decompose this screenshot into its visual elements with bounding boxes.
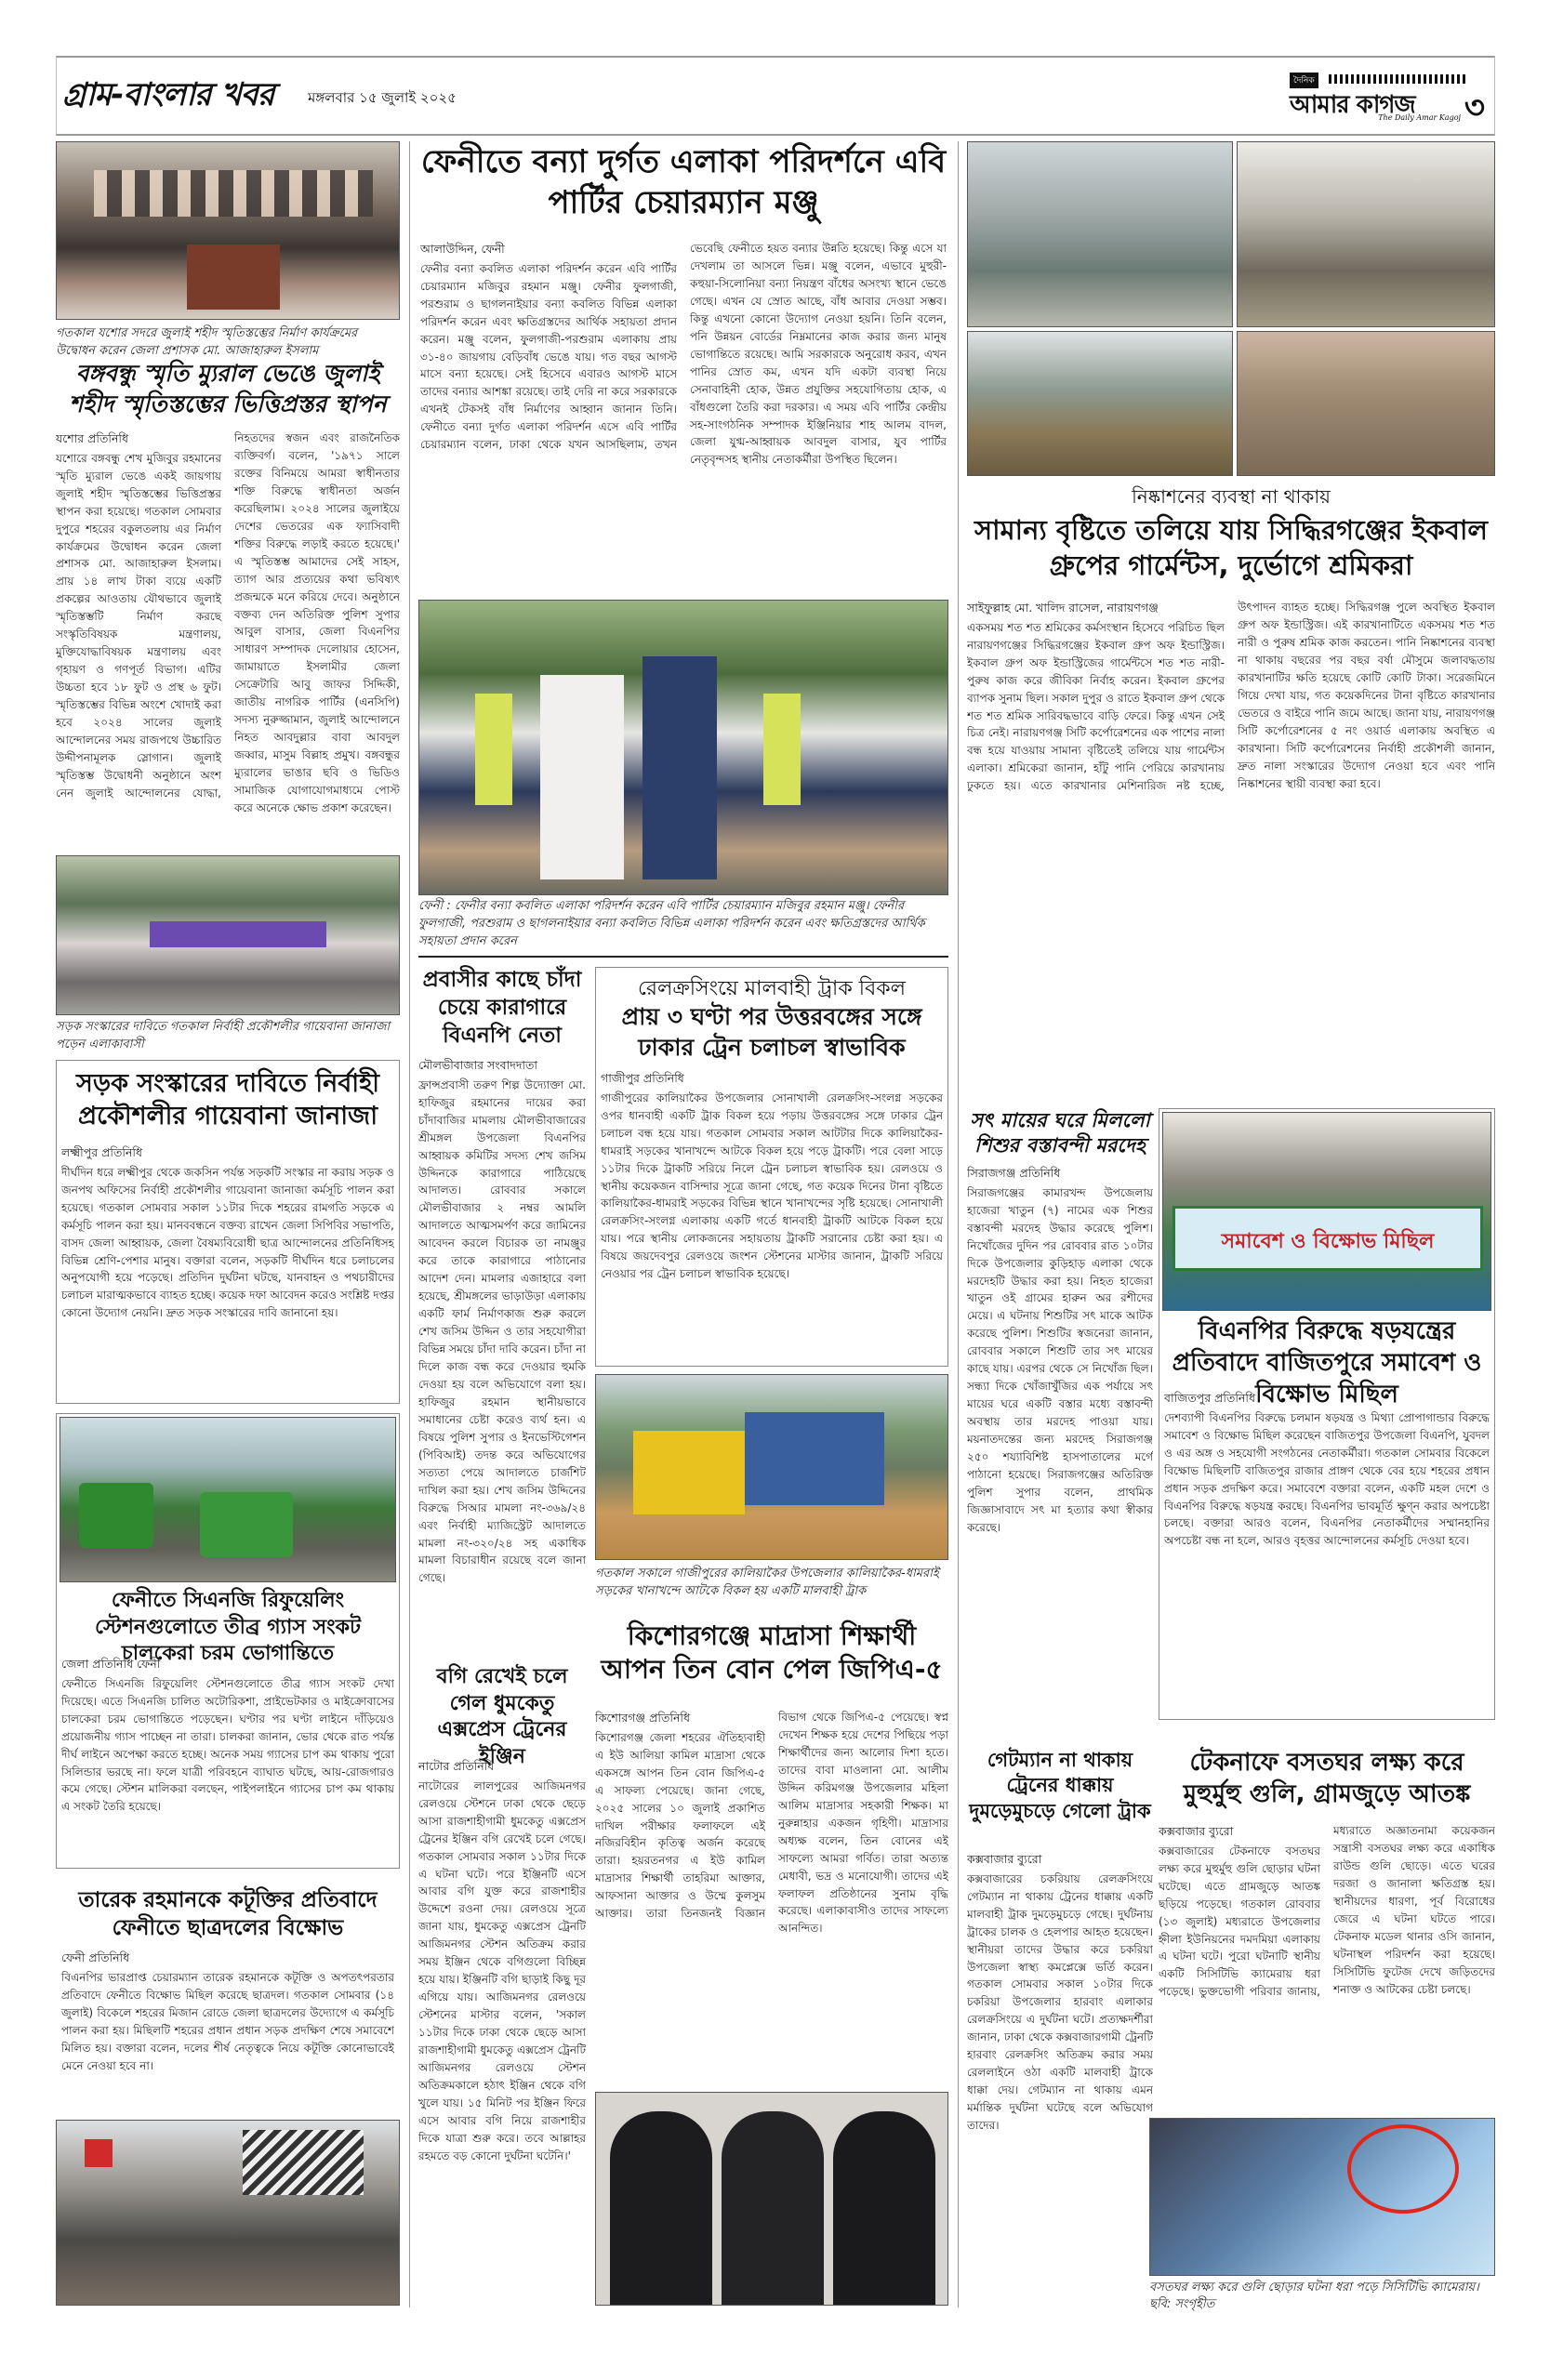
logo-english: The Daily Amar Kagoj: [1378, 113, 1461, 122]
madrasa-headline: কিশোরগঞ্জে মাদ্রাসা শিক্ষার্থী আপন তিন বোন পেল জিপিএ-৫: [601, 1620, 943, 1686]
dhumketu-text: নাটোরের লালপুরের আজিমনগর রেলওয়ে স্টেশনে ঢাকা থেকে ছেড়ে আসা রাজশাহীগামী ধুমকেতু এক্সপ্রেস ট্রেনের ইঞ্জিন বগি রেখেই চলে গেছে। গতকাল সোমবার সকাল ১১টার দিকে এ ঘটনা ঘটে। পরে ইঞ্জিনটি এসে আবার বগি যুক্ত করে রাজশাহীর উদ্দেশে রওনা দেয়। রেলওয়ে সূত্রে জানা যায়, ধুমকেতু এক্সপ্রেস ট্রেনটি আজিমনগর স্টেশন অতিক্রম করার সময় ইঞ্জিন থেকে বগিগুলো বিচ্ছিন্ন হয়ে যায়। ইঞ্জিনটি বগি ছাড়াই কিছু দূর এগিয়ে যায়। আজিমনগর রেলওয়ে স্টেশনের মাস্টার বলেন, 'সকাল ১১টার দিকে ঢাকা থেকে ছেড়ে আসা রাজশাহীগামী ধুমকেতু এক্সপ্রেস ট্রেনটি আজিমনগর রেলওয়ে স্টেশন অতিক্রমকালে হঠাৎ ইঞ্জিন থেকে বগি খুলে যায়। ১৫ মিনিট পর ইঞ্জিন ফিরে এসে আবার বগি নিয়ে রাজশাহীর দিকে যাত্রা শুরু করে। তবে আল্লাহর রহমতে বড় কোনো দুর্ঘটনা ঘটেনি।': [418, 1778, 586, 2162]
gateman-text: কক্সবাজারের চকরিয়ায় রেলক্রসিংয়ে গেটম্যান না থাকায় ট্রেনের ধাক্কায় একটি মালবাহী ট্রাক দুমড়েমুচড়ে গেছে। দুর্ঘটনায় ট্রাকের চালক ও হেলপার আহত হয়েছেন। স্থানীয়রা তাদের উদ্ধার করে চকরিয়া উপজেলা স্বাস্থ্য কমপ্লেক্সে ভর্তি করেন। গতকাল সোমবার সকাল ১০টার দিকে চকরিয়া উপজেলার হারবাং এলাকার রেলক্রসিংয়ে এ দুর্ঘটনা ঘটে। প্রত্যক্ষদর্শীরা জানান, ঢাকা থেকে কক্সবাজারগামী ট্রেনটি হারবাং রেলক্রসিং অতিক্রম করার সময় রেললাইনে ওঠা একটি মালবাহী ট্রাকে ধাক্কা দেয়। গেটম্যান না থাকায় এমন মর্মান্তিক দুর্ঘটনা ঘটেছে বলে অভিযোগ তাদের।: [967, 1871, 1153, 2133]
cng-body: [61, 1655, 394, 1863]
siddhirganj-photo-2: [1237, 141, 1495, 327]
dhumketu-headline: বগি রেখেই চলে গেল ধুমকেতু এক্সপ্রেস ট্রেনের ইঞ্জিন: [436, 1665, 568, 1768]
jessore-photo: [56, 141, 400, 320]
gateman-byline: কক্সবাজার ব্যুরো: [967, 1852, 1042, 1866]
cng-vehicle-shape: [79, 1483, 153, 1548]
madrasa-sisters-photo: [595, 2092, 948, 2306]
issue-date: মঙ্গলবার ১৫ জুলাই ২০২৫: [308, 89, 457, 106]
jessore-caption: গতকাল যশোর সদরে জুলাই শহীদ স্মৃতিস্তম্ভের নির্মাণ কার্যক্রমের উদ্বোধন করেন জেলা প্রশাসক মো. আজাহারুল ইসলাম: [56, 326, 358, 358]
teknaf-body: [1159, 1822, 1495, 2110]
teknaf-byline: কক্সবাজার ব্যুরো: [1159, 1824, 1234, 1838]
jessore-text: যশোরে বঙ্গবন্ধু শেখ মুজিবুর রহমানের স্মৃতি ম্যুরাল ভেঙে একই জায়গায় জুলাই শহীদ স্মৃতিস্তম্ভের ভিত্তিপ্রস্তর স্থাপন করা হয়েছে। গতকাল সোমবার দুপুরে শহরের বকুলতলায় এর নির্মাণ কার্যক্রমের উদ্বোধন করেন জেলা প্রশাসক মো. আজাহারুল ইসলাম। প্রায় ১৪ লাখ টাকা ব্যয়ে একটি প্রকল্পের আওতায় যৌথভাবে জুলাই স্মৃতিস্তম্ভটি নির্মাণ করছে সংস্কৃতিবিষয়ক মন্ত্রণালয়, মুক্তিযোদ্ধাবিষয়ক মন্ত্রণালয় এবং গৃহায়ণ ও গণপূর্ত বিভাগ। এটির উচ্চতা হবে ১৮ ফুট ও প্রস্থ ৬ ফুট। স্মৃতিস্তম্ভের বিভিন্ন অংশে খোদাই করা হবে ২০২৪ সালের জুলাই আন্দোলনের সময় রাজপথে উচ্চারিত উদ্দীপনামূলক স্লোগান। জুলাই স্মৃতিস্তম্ভ উদ্বোধনী অনুষ্ঠানে অংশ নেন জুলাই আন্দোলনের যোদ্ধা, নিহতদের স্বজন এবং রাজনৈতিক ব্যক্তিবর্গ। বলেন, '১৯৭১ সালে রক্তের বিনিময়ে আমরা স্বাধীনতার শক্তি বিরুদ্ধে স্বাধীনতা অর্জন করেছিলাম। ২০২৪ সালের জুলাইয়ে দেশের ভেতরের এক ফ্যাসিবাদী শক্তির বিরুদ্ধে লড়াই করতে হয়েছে।' এ স্মৃতিস্তম্ভ আমাদের সেই সাহস, ত্যাগ আর প্রত্যয়ের কথা ভবিষ্যৎ প্রজন্মকে মনে করিয়ে দেবে। অনুষ্ঠানে বক্তব্য দেন অতিরিক্ত পুলিশ সুপার আবুল বাসার, জেলা বিএনপির সাধারণ সম্পাদক দেলোয়ার হোসেন, জামায়াতে ইসলামীর জেলা সেক্রেটারি আবু জাফর সিদ্দিকী, জাতীয় নাগরিক পার্টির (এনসিপি) সদস্য নুরুজ্জামান, জুলাই আন্দোলনে নিহত আবদুল্লার বাবা আবদুল জব্বার, মাসুম বিল্লাহ প্রমুখ। বঙ্গবন্ধুর ম্যুরালের ভাঙার ছবি ও ভিডিও সামাজিক যোগাযোগমাধ্যমে পোস্ট করে অনেকে ক্ষোভ প্রকাশ করেছেন।: [56, 431, 400, 815]
siddhirganj-photo-3: [967, 331, 1233, 476]
jessore-byline: যশোর প্রতিনিধি: [56, 431, 128, 445]
siddhirganj-body: [967, 599, 1495, 1082]
madrasa-body: [595, 1709, 948, 2081]
madrasa-byline: কিশোরগঞ্জ প্রতিনিধি: [595, 1711, 690, 1725]
section-title: গ্রাম-বাংলার খবর: [62, 76, 274, 113]
rally-banner-text: সমাবেশ ও বিক্ষোভ মিছিল: [1221, 1230, 1435, 1253]
child-body-headline: সৎ মায়ের ঘরে মিললো শিশুর বস্তাবন্দী মরদেহ: [970, 1109, 1150, 1157]
feni-flood-caption: ফেনী : ফেনীর বন্যা কবলিত এলাকা পরিদর্শন করেন এবি পার্টির চেয়ারম্যান মজিবুর রহমান মঞ্জু। ফেনীর ফুলগাজী, পরশুরাম ও ছাগলনাইয়ার বন্যা কবলিত বিভিন্ন এলাকা পরিদর্শন করেন এবং ক্ষতিগ্রস্তদের আর্থিক সহায়তা প্রদান করেন: [418, 899, 925, 948]
page-number: ৩: [1464, 89, 1485, 126]
rail-truck-caption: গতকাল সকালে গাজীপুরের কালিয়াকৈর উপজেলার কালিয়াকৈর-ধামরাই সড়কের খানাখন্দে আটকে বিকল হয় একটি মালবাহী ট্রাক: [595, 1567, 939, 1598]
chhatra-dal-text: বিএনপির ভারপ্রাপ্ত চেয়ারম্যান তারেক রহমানকে কটূক্তি ও অপতৎপরতার প্রতিবাদে ফেনীতে বিক্ষোভ মিছিল করেছে ছাত্রদল। গতকাল সোমবার (১৪ জুলাই) বিকেলে শহরের মিজান রোডে জেলা ছাত্রদলের উদ্যোগে এ কর্মসূচি পালন করা হয়। মিছিলটি শহরের প্রধান প্রধান সড়ক প্রদক্ষিণ শেষে সমাবেশে মিলিত হয়। বক্তারা বলেন, দলের শীর্ষ নেতৃত্বকে নিয়ে কটূক্তি কোনোভাবেই মেনে নেওয়া হবে না।: [61, 1970, 394, 2072]
newspaper-logo: [1290, 73, 1485, 125]
rail-truck-headline: প্রায় ৩ ঘণ্টা পর উত্তরবঙ্গের সঙ্গে ঢাকার ট্রেন চলাচল স্বাভাবিক: [621, 1003, 922, 1061]
madrasa-text: কিশোরগঞ্জ জেলা শহরের ঐতিহ্যবাহী এ ইউ আলিয়া কামিল মাদ্রাসা থেকে একসঙ্গে আপন তিন বোন জিপিএ-৫ এ সাফল্য পেয়েছে। জানা গেছে, ২০২৫ সালের ১০ জুলাই প্রকাশিত দাখিল পরীক্ষার ফলাফলে এই নজিরবিহীন কৃতিত্ব অর্জন করেছে তারা। হয়রতনগর এ ইউ কামিল মাদ্রাসার শিক্ষার্থী তাহরিমা আক্তার, আফসানা আক্তার ও উম্মে কুলসুম আক্তার। তারা তিনজনই বিজ্ঞান বিভাগ থেকে জিপিএ-৫ পেয়েছে। স্বপ্ন দেখেন শিক্ষক হয়ে দেশের পিছিয়ে পড়া শিক্ষার্থীদের জন্য আলোর দিশা হতে। তাদের বাবা মাওলানা মো. আলীম উদ্দিন করিমগঞ্জ উপজেলার মহিলা আলিম মাদ্রাসার সহকারী শিক্ষক। মা নুরুন্নাহার একজন গৃহিণী। মাদ্রাসার অধ্যক্ষ বলেন, তিন বোনের এই সাফল্যে আমরা গর্বিত। তারা অত্যন্ত মেধাবী, ভদ্র ও মনোযোগী। তাদের এই ফলাফল প্রতিষ্ঠানের সুনাম বৃদ্ধি করেছে। এলাকাবাসীও তাদের সাফল্যে আনন্দিত।: [595, 1711, 948, 1936]
rail-truck-body: [601, 1069, 943, 1361]
teknaf-caption: বসতঘর লক্ষ্য করে গুলি ছোড়ার ঘটনা ধরা পড়ে সিসিটিভি ক্যামেরায়।: [1149, 2281, 1479, 2294]
cng-byline: জেলা প্রতিনিধি ফেনী: [61, 1657, 161, 1671]
rail-truck-photo: [595, 1374, 948, 1560]
jessore-body: [56, 430, 400, 848]
feni-flood-body: [420, 240, 947, 593]
road-funeral-body: [61, 1144, 394, 1398]
logo-name: আমার কাগজ: [1290, 91, 1415, 119]
cng-headline: ফেনীতে সিএনজি রিফুয়েলিং স্টেশনগুলোতে তীব্র গ্যাস সংকট চালকেরা চরম ভোগান্তিতে: [94, 1589, 362, 1666]
road-funeral-byline: লক্ষ্মীপুর প্রতিনিধি: [61, 1145, 142, 1159]
cng-text: ফেনীতে সিএনজি রিফুয়েলিং স্টেশনগুলোতে তীব্র গ্যাস সংকট দেখা দিয়েছে। এতে সিএনজি চালিত অটোরিকশা, প্রাইভেটকার ও মাইক্রোবাসের চালকেরা চরম ভোগান্তিতে পড়েছেন। ঘণ্টার পর ঘণ্টা লাইনে দাঁড়িয়েও প্রয়োজনীয় গ্যাস পাচ্ছেন না তারা। চালকরা জানান, ভোর থেকে রাত পর্যন্ত দীর্ঘ লাইনে অপেক্ষা করতে হচ্ছে। অনেক সময় গ্যাসের চাপ কম থাকায় পুরো সিলিন্ডার ভরছে না। ফলে যাত্রী পরিবহনে ব্যাঘাত ঘটছে, আয়-রোজগারও কমে গেছে। স্টেশন মালিকরা বলছেন, পাইপলাইনে গ্যাসের চাপ কম থাকায় এ সংকট তৈরি হয়েছে।: [61, 1676, 394, 1814]
highlight-circle: [1347, 2124, 1459, 2214]
jessore-headline: বঙ্গবন্ধু স্মৃতি ম্যুরাল ভেঙে জুলাই শহীদ স্মৃতিস্তম্ভের ভিত্তিপ্রস্তর স্থাপন: [69, 360, 387, 417]
rally-banner: [1172, 1206, 1483, 1271]
road-funeral-headline: সড়ক সংস্কারের দাবিতে নির্বাহী প্রকৌশলীর গায়েবানা জানাজা: [76, 1069, 379, 1131]
skyline-icon: [1329, 74, 1468, 84]
truck-cargo-shape: [745, 1412, 884, 1505]
chhatra-dal-photo: [56, 2120, 400, 2306]
feni-flood-headline: ফেনীতে বন্যা দুর্গত এলাকা পরিদর্শনে এবি পার্টির চেয়ারম্যান মঞ্জু: [420, 143, 947, 222]
vest-shape: [763, 694, 801, 805]
student-shape: [833, 2111, 935, 2306]
section-rule: [418, 956, 948, 958]
siddhirganj-headline: সামান্য বৃষ্টিতে তলিয়ে যায় সিদ্ধিরগঞ্জের ইকবাল গ্রুপের গার্মেন্টস, দুর্ভোগে শ্রমিকরা: [974, 514, 1488, 581]
teknaf-photo-credit: ছবি: সংগৃহীত: [1149, 2297, 1215, 2311]
teknaf-cctv-photo: [1149, 2118, 1495, 2276]
bajitpur-byline: বাজিতপুর প্রতিনিধি: [1164, 1391, 1255, 1405]
rail-truck-kicker: রেলক্রসিংয়ে মালবাহী ট্রাক বিকল: [637, 977, 907, 1000]
cng-station-photo: [60, 1417, 396, 1582]
chhatra-dal-body: [61, 1949, 394, 2116]
student-shape: [610, 2111, 712, 2306]
teknaf-text: কক্সবাজারের টেকনাফে বসতঘর লক্ষ্য করে মুহুর্মুহু গুলি ছোড়ার ঘটনা ঘটেছে। এতে গ্রামজুড়ে আতঙ্ক ছড়িয়ে পড়েছে। গতকাল রোববার (১৩ জুলাই) মধ্যরাতে উপজেলার হ্নীলা ইউনিয়নের দমদমিয়া এলাকায় এ ঘটনা ঘটে। পুরো ঘটনাটি স্থানীয় একটি সিসিটিভি ক্যামেরায় ধরা পড়েছে। ভুক্তভোগী পরিবার জানায়, মধ্যরাতে অজ্ঞাতনামা কয়েকজন সন্ত্রাসী বসতঘর লক্ষ্য করে একাধিক রাউন্ড গুলি ছোড়ে। এতে ঘরের দরজা ও জানালা ক্ষতিগ্রস্ত হয়। স্থানীয়দের ধারণা, পূর্ব বিরোধের জেরে এ ঘটনা ঘটতে পারে। টেকনাফ মডেল থানার ওসি জানান, ঘটনাস্থল পরিদর্শন করা হয়েছে। সিসিটিভি ফুটেজ দেখে জড়িতদের শনাক্ত ও আটকের চেষ্টা চলছে।: [1159, 1824, 1495, 1999]
siddhirganj-text: একসময় শত শত শ্রমিকের কর্মসংস্থান হিসেবে পরিচিত ছিল নারায়ণগঞ্জের সিদ্ধিরগঞ্জের ইকবাল গ্রুপ অফ ইন্ডাস্ট্রিজ। ইকবাল গ্রুপ অফ ইন্ডাস্ট্রিজের গার্মেন্টসে শত শত নারী-পুরুষ কাজ করে জীবিকা নির্বাহ করেন। ইকবাল গ্রুপের ব্যাপক সুনাম ছিল। সকাল দুপুর ও রাতে ইকবাল গ্রুপ থেকে শত শত শ্রমিক সারিবদ্ধভাবে বাড়ি ফেরে। কিন্তু এখন সেই চিত্র নেই। নারায়ণগঞ্জ সিটি কর্পোরেশনের এক পাশের নালা বন্ধ হয়ে যাওয়ায় সামান্য বৃষ্টিতেই তলিয়ে যায় গার্মেন্টস এলাকা। শ্রমিকেরা জানান, হাঁটু পানি পেরিয়ে কারখানায় ঢুকতে হয়। এতে কারখানার মেশিনারিজ নষ্ট হচ্ছে, উৎপাদন ব্যাহত হচ্ছে। সিদ্ধিরগঞ্জ পুলে অবস্থিত ইকবাল গ্রুপ অফ ইন্ডাস্ট্রিজ। এই কারখানাটিতে একসময় শত শত নারী ও পুরুষ শ্রমিক কাজ করতেন। পানি নিষ্কাশনের ব্যবস্থা না থাকায় বছরের পর বছর বর্ষা মৌসুমে জলাবদ্ধতায় কারখানাটির ক্ষতি হয়েছে কোটি কোটি টাকা। সরেজমিনে গিয়ে দেখা যায়, গত কয়েকদিনের টানা বৃষ্টিতে কারখানার ভেতরে ও বাইরে পানি জমে আছে। জানা যায়, নারায়ণগঞ্জ সিটি কর্পোরেশনের ৫ নং ওয়ার্ড এলাকায় অবস্থিত এ কারখানা। সিটি কর্পোরেশনের নির্বাহী প্রকৌশলী জানান, দ্রুত নালা সংস্কারের উদ্যোগ নেওয়া হবে এবং পানি নিষ্কাশনের স্থায়ী ব্যবস্থা করা হবে।: [967, 601, 1495, 793]
chhatra-dal-byline: ফেনী প্রতিনিধি: [61, 1950, 130, 1964]
feni-flood-text: ফেনীর বন্যা কবলিত এলাকা পরিদর্শন করেন এবি পার্টির চেয়ারম্যান মজিবুর রহমান মঞ্জু। ফেনীর ফুলগাজী, পরশুরাম ও ছাগলনাইয়ার বন্যা কবলিত বিভিন্ন এলাকা পরিদর্শন করেন এবং ক্ষতিগ্রস্তদের আর্থিক সহায়তা প্রদান করেন। মঞ্জু বলেন, ফুলগাজী-পরশুরাম এলাকায় প্রায় ৩১-৪০ জায়গায় বেড়িবাঁধ ভেঙে যায়। গত বছর আগস্ট মাসে বন্যা হয়েছে। সেই হিসেবে এবারও আগস্ট মাসে তাদের বন্যার আশঙ্কা রয়েছে। তাই দেরি না করে সরকারকে এখনই টেকসই বাঁধ নির্মাণের আহ্বান জানান তিনি। ফেনীতে বন্যা দুর্গত এলাকা পরিদর্শন এসে এবি পার্টির চেয়ারম্যান বলেন, ঢাকা থেকে যখন আসছিলাম, তখন ভেবেছি ফেনীতে হয়ত বন্যার উন্নতি হয়েছে। কিন্তু এসে যা দেখলাম তা আসলে ভিন্ন। মঞ্জু বলেন, এভাবে মুহুরী-কহুয়া-সিলোনিয়া বন্যা নিয়ন্ত্রণ বাঁধের অসংখ্য স্থানে ভেঙে গেছে। এখন যে স্রোত আছে, বাঁধ আবার দেওয়া সম্ভব। কিন্তু এখনো কোনো উদ্যোগ নেওয়া হয়নি। তিনি বলেন, পনি উন্নয়ন বোর্ডের নিম্নমানের কাজ করার জন্য মানুষ ভোগান্তিতে রয়েছে। আমি সরকারকে অনুরোধ করব, এখন পানির স্রোত কম, এখন যদি একটা ব্যবস্থা নিয়ে সেনাবাহিনী হোক, উন্নত প্রযুক্তির সহযোগিতায় হোক, এ বাঁধগুলো তৈরি করা দরকার। এ সময় এবি পার্টির কেন্দ্রীয় সহ-সাংগঠনিক সম্পাদক ইঞ্জিনিয়ার শাহ আলম বাদল, জেলা যুগ্ম-আহ্বায়ক আবদুল বাসার, যুব পার্টির নেতৃবৃন্দসহ স্থানীয় নেতাকর্মীরা উপস্থিত ছিলেন।: [420, 242, 947, 467]
plaque-shape: [187, 245, 280, 310]
child-body-text: সিরাজগঞ্জের কামারখন্দ উপজেলায় হাজেরা খাতুন (৭) নামের এক শিশুর বস্তাবন্দী মরদেহ উদ্ধার করেছে পুলিশ। নিখোঁজের দুদিন পর রোববার রাত ১০টার দিকে উপজেলার কুড়িহাড় এলাকা থেকে মরদেহটি উদ্ধার করা হয়। নিহত হাজেরা খাতুন ওই গ্রামের হারুন অর রশীদের মেয়ে। এ ঘটনায় শিশুটির সৎ মাকে আটক করেছে পুলিশ। শিশুটির স্বজনেরা জানান, রোববার সকালে শিশুটি তার সৎ মায়ের কাছে যায়। এরপর থেকে সে নিখোঁজ ছিল। সন্ধ্যা দিকে খোঁজাখুঁজির এক পর্যায়ে সৎ মায়ের ঘরে একটি বস্তার মধ্যে বস্তাবন্দী অবস্থায় তার মরদেহ পাওয়া যায়। ময়নাতদন্তের জন্য মরদেহ সিরাজগঞ্জ ২৫০ শয্যাবিশিষ্ট হাসপাতালের মর্গে পাঠানো হয়েছে। সিরাজগঞ্জের অতিরিক্ত পুলিশ সুপার বলেন, প্রাথমিক জিজ্ঞাসাবাদে সৎ মা হত্যার কথা স্বীকার করেছে।: [967, 1185, 1153, 1534]
child-body-body: [967, 1164, 1153, 1731]
child-body-byline: সিরাজগঞ্জ প্রতিনিধি: [967, 1166, 1061, 1180]
bnp-jail-body: [418, 1056, 586, 1651]
dhumketu-body: [418, 1757, 586, 2306]
rail-truck-text: গাজীপুরের কালিয়াকৈর উপজেলার সোনাখালী রেলক্রসিং-সংলগ্ন সড়কের ওপর ধানবাহী একটি ট্রাক বিকল হয়ে পড়ায় উত্তরবঙ্গের সঙ্গে ঢাকার ট্রেন চলাচল বন্ধ হয়ে যায়। গতকাল সোমবার সকাল আটটার দিকে কালিয়াকৈর-ধামরাই সড়কের খানাখন্দে আটকে বিকল হয়ে পড়ে ট্রাকটি। পরে বেলা সাড়ে ১১টার দিকে ট্রাকটি সরিয়ে নিলে ট্রেন চলাচল স্বাভাবিক হয়। রেলওয়ে ও স্থানীয় কয়েকজন বাসিন্দার সূত্রে জানা গেছে, গত কয়েক দিনের টানা বৃষ্টিতে কালিয়াকৈর-ধামরাই সড়কের বিভিন্ন স্থানে খানাখন্দের সৃষ্টি হয়েছে। সোনাখালী রেলক্রসিং-সংলগ্ন এলাকায় একটি গর্তে ধানবাহী ট্রাকটি আটকে বিকল হয়ে যায়। পরে স্থানীয় লোকজনের সহায়তায় ট্রাকটি সরানোর চেষ্টা করা হয়। এ বিষয়ে জয়দেবপুর রেলওয়ে জংশন স্টেশনের মাস্টার জানান, ট্রাকটি সরিয়ে নেওয়ার পর ট্রেন চলাচল স্বাভাবিক হয়েছে।: [601, 1091, 943, 1281]
siddhirganj-photo-4: [1237, 331, 1495, 476]
flag-shape: [85, 2139, 113, 2167]
road-funeral-text: দীর্ঘদিন ধরে লক্ষ্মীপুর থেকে জকসিন পর্যন্ত সড়কটি সংস্কার না করায় সড়ক ও জনপথ অফিসের নির্বাহী প্রকৌশলীর গায়েবানা জানাজা কর্মসূচি পালন করা হয়েছে। গতকাল সোমবার সকাল ১১টার দিকে শহরের রামগতি সড়কে এ কর্মসূচি পালন করা হয়। মানববন্ধনে বক্তব্য রাখেন জেলা সিপিবির সভাপতি, বাসদ জেলা আহ্বায়ক, জেলা বৈষম্যবিরোধী ছাত্র আন্দোলনের প্রতিনিধিসহ বিভিন্ন শ্রেণি-পেশার মানুষ। বক্তারা বলেন, সড়কটি দীর্ঘদিন ধরে চলাচলের অনুপযোগী হয়ে পড়েছে। প্রতিদিন দুর্ঘটনা ঘটছে, যানবাহন ও পথচারীদের চলাচল মারাত্মকভাবে ব্যাহত হচ্ছে। কয়েক দফা আবেদন করেও সংশ্লিষ্ট দপ্তর কোনো উদ্যোগ নেয়নি। দ্রুত সড়ক সংস্কারের দাবি জানানো হয়।: [61, 1165, 394, 1320]
bnp-jail-text: ফ্রান্সপ্রবাসী তরুণ শিল্প উদ্যোক্তা মো. হাফিজুর রহমানের দায়ের করা চাঁদাবাজির মামলায় মৌলভীবাজারের শ্রীমঙ্গল উপজেলা বিএনপির আহ্বায়ক কমিটির সদস্য শেখ জসিম উদ্দিনকে কারাগারে পাঠিয়েছে আদালত। রোববার সকালে মৌলভীবাজার ২ নম্বর আমলি আদালতে আত্মসমর্পণ করে জামিনের আবেদন করলে বিচারক তা নামঞ্জুর করে তাকে কারাগারে পাঠানোর আদেশ দেন। মামলার এজাহারে বলা হয়েছে, শ্রীমঙ্গলের ভাড়াউড়া এলাকায় একটি ফার্ম নির্মাণকাজ শুরু করলে শেখ জসিম উদ্দিন ও তার সহযোগীরা বিভিন্ন সময়ে চাঁদা দাবি করেন। চাঁদা না দিলে কাজ বন্ধ করে দেওয়ার হুমকি দেওয়া হয় বলে অভিযোগে বলা হয়। হাফিজুর রহমান স্থানীয়ভাবে সমাধানের চেষ্টা করেও ব্যর্থ হন। এ বিষয়ে পুলিশ সুপার ও ইনভেস্টিগেশন (পিবিআই) তদন্ত করে অভিযোগের সত্যতা পেয়ে আদালতে চার্জশিট দাখিল করা হয়। শেখ জসিম উদ্দিনের বিরুদ্ধে সিআর মামলা নং-৩৬৯/২৪ এবং নির্বাহী ম্যাজিস্ট্রেট আদালতে মামলা নং-৩২০/২৪ সহ একাধিক মামলা বিচারাধীন রয়েছে বলে জানা গেছে।: [418, 1078, 586, 1585]
bnp-jail-byline: মৌলভীবাজার সংবাদদাতা: [418, 1058, 538, 1072]
rail-truck-byline: গাজীপুর প্রতিনিধি: [601, 1071, 684, 1085]
protest-banner-shape: [150, 921, 326, 947]
chhatra-dal-headline: তারেক রহমানকে কটূক্তির প্রতিবাদে ফেনীতে ছাত্রদলের বিক্ষোভ: [78, 1888, 378, 1940]
logo-tag: দৈনিক: [1290, 73, 1318, 88]
vest-shape: [475, 694, 512, 805]
bnp-jail-headline: প্রবাসীর কাছে চাঁদা চেয়ে কারাগারে বিএনপি নেতা: [422, 968, 582, 1048]
bajitpur-body: [1164, 1389, 1490, 1714]
dhumketu-byline: নাটোর প্রতিনিধি: [418, 1759, 495, 1773]
siddhirganj-photo-1: [967, 141, 1233, 327]
masthead: [56, 56, 1495, 136]
siddhirganj-kicker: নিষ্কাশনের ব্যবস্থা না থাকায়: [1132, 485, 1331, 508]
teknaf-headline: টেকনাফে বসতঘর লক্ষ্য করে মুহুর্মুহু গুলি, গ্রামজুড়ে আতঙ্ক: [1183, 1749, 1471, 1808]
bajitpur-text: দেশব্যাপী বিএনপির বিরুদ্ধে চলমান ষড়যন্ত্র ও মিথ্যা প্রোপাগান্ডার বিরুদ্ধে সমাবেশ ও বিক্ষোভ মিছিল করেছেন বাজিতপুর উপজেলা বিএনপি, যুবদল ও এর অঙ্গ ও সহযোগী সংগঠনের নেতাকর্মীরা। গতকাল সোমবার বিকেলে বিক্ষোভ মিছিলটি বাজিতপুর রাজার প্রাঙ্গণ থেকে বের হয়ে শহরের প্রধান প্রধান সড়ক প্রদক্ষিণ করে। সমাবেশে বক্তারা বলেন, একটি মহল দেশে ও বিএনপির বিরুদ্ধে ষড়যন্ত্র করছে। বিএনপির ভাবমূর্তি ক্ষুণ্ন করার অপচেষ্টা চলছে। বক্তারা আরও বলেন, বিএনপির নেতাকর্মীদের সম্মানহানির অপচেষ্টা বন্ধ না হলে, আরও বৃহত্তর আন্দোলনের কর্মসূচি দেওয়া হবে।: [1164, 1410, 1490, 1548]
column-rule: [958, 141, 959, 2307]
gateman-headline: গেটম্যান না থাকায় ট্রেনের ধাক্কায় দুমড়েমুচড়ে গেলো ট্রাক: [969, 1749, 1151, 1822]
feni-flood-byline: আলাউদ্দিন, ফেনী: [420, 242, 505, 256]
person-shape: [540, 675, 624, 879]
structure-shape: [243, 2130, 364, 2195]
column-rule: [409, 141, 410, 2307]
feni-flood-photo: [418, 600, 948, 895]
truck-shape: [633, 1431, 745, 1514]
bajitpur-headline: বিএনপির বিরুদ্ধে ষড়যন্ত্রের প্রতিবাদে বাজিতপুরে সমাবেশ ও বিক্ষোভ মিছিল: [1172, 1317, 1482, 1408]
crowd-shape: [94, 170, 373, 217]
road-funeral-caption: সড়ক সংস্কারের দাবিতে গতকাল নির্বাহী প্রকৌশলীর গায়েবানা জানাজা পড়েন এলাকাবাসী: [56, 1020, 391, 1051]
bajitpur-rally-photo: [1162, 1112, 1491, 1311]
cng-vehicle-shape: [200, 1492, 293, 1557]
road-funeral-photo: [56, 855, 400, 1015]
siddhirganj-byline: সাইফুল্লাহ মো. খালিদ রাসেল, নারায়ণগঞ্জ: [967, 601, 1159, 615]
gateman-body: [967, 1850, 1153, 2306]
student-shape: [722, 2111, 824, 2306]
person-shape: [643, 656, 717, 879]
